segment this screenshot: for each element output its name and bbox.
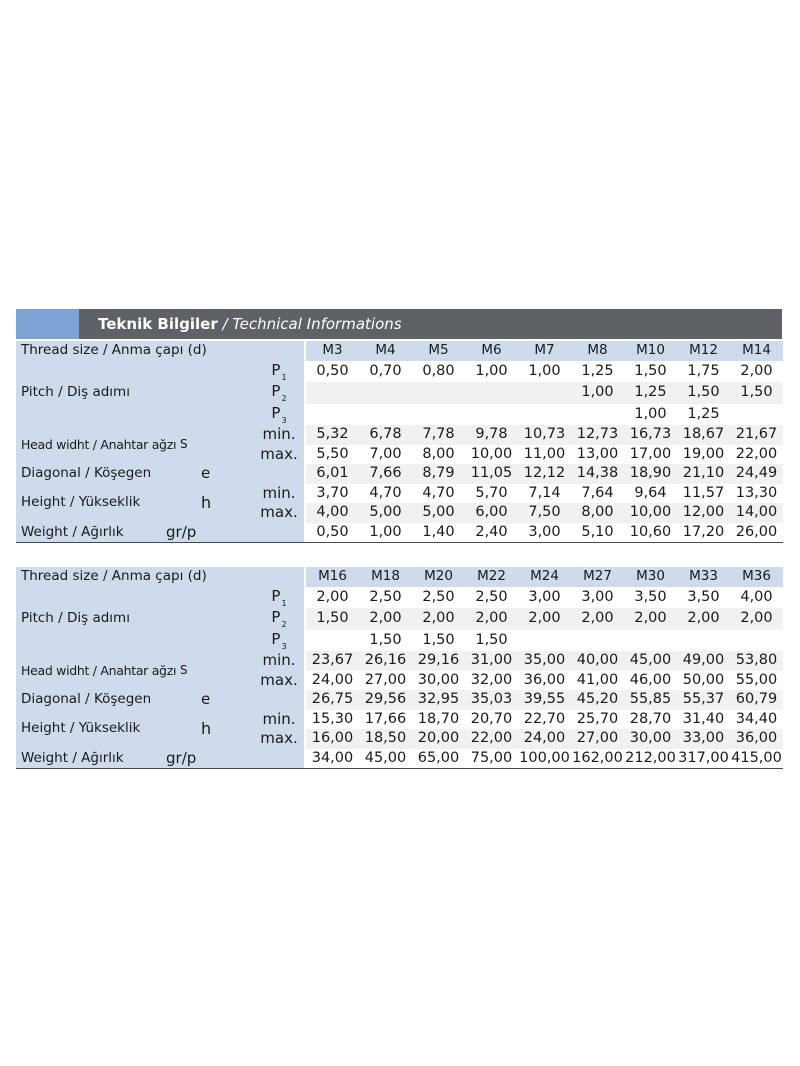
- value-cell: [571, 404, 624, 426]
- pitch-symbol: [254, 587, 304, 609]
- table-row: [16, 484, 783, 504]
- weight-text: Weight / Ağırlık: [21, 523, 124, 540]
- value-cell: 2,00: [624, 608, 677, 630]
- value-cell: 10,00: [624, 503, 677, 523]
- value-cell: 2,40: [465, 523, 518, 543]
- value-cell: 45,00: [359, 749, 412, 769]
- value-cell: 100,00: [518, 749, 571, 769]
- value-cell: 3,00: [528, 588, 561, 605]
- value-cell: 26,00: [730, 523, 783, 543]
- value-cell: 4,70: [422, 484, 455, 501]
- table-row: [16, 361, 783, 383]
- value-cell: 6,78: [359, 425, 412, 445]
- height-symbol: h: [201, 719, 212, 739]
- value-cell: 16,73: [624, 425, 677, 445]
- value-cell: 0,50: [306, 523, 359, 543]
- diagonal-text: Diagonal / Köşegen: [21, 465, 152, 481]
- value-cell: 35,03: [465, 690, 518, 710]
- value-cell: 41,00: [576, 671, 619, 688]
- value-cell: 22,00: [465, 729, 518, 749]
- value-cell: 3,70: [316, 484, 349, 501]
- value-cell: M27: [571, 567, 624, 587]
- value-cell: 30,00: [624, 729, 677, 749]
- title-turkish: Teknik Bilgiler: [98, 315, 218, 333]
- value-cell: M36: [730, 567, 783, 587]
- height-text: Height / Yükseklik: [21, 720, 141, 737]
- value-cell: 4,70: [369, 484, 402, 501]
- value-cell: 4,00: [306, 503, 359, 523]
- value-cell: 7,64: [581, 484, 614, 501]
- p-letter: P: [271, 629, 281, 648]
- value-cell: [677, 630, 730, 652]
- value-cell: 1,50: [634, 362, 667, 379]
- value-cell: 14,38: [571, 464, 624, 484]
- max-label: max.: [254, 729, 304, 749]
- max-label: max.: [254, 445, 304, 465]
- value-cell: 36,00: [730, 729, 783, 749]
- value-cell: 20,70: [470, 710, 513, 727]
- value-cell: 34,00: [306, 749, 359, 769]
- table-row: [16, 710, 783, 730]
- value-cell: 14,00: [730, 503, 783, 523]
- value-cell: 162,00: [571, 749, 624, 769]
- value-cell: 24,00: [518, 729, 571, 749]
- value-cell: 6,00: [465, 503, 518, 523]
- value-cell: [306, 382, 359, 404]
- value-cell: 65,00: [412, 749, 465, 769]
- value-cell: 26,16: [359, 651, 412, 671]
- table-row: [16, 567, 783, 587]
- value-cell: 1,75: [687, 362, 720, 379]
- value-cell: 11,05: [465, 464, 518, 484]
- value-cell: 53,80: [730, 651, 783, 671]
- value-cell: 1,00: [528, 362, 561, 379]
- value-cell: 9,64: [634, 484, 667, 501]
- value-cell: [306, 404, 359, 426]
- value-cell: [412, 382, 465, 404]
- table-row: [16, 749, 783, 769]
- weight-label: [16, 523, 304, 543]
- value-cell: 60,79: [730, 690, 783, 710]
- value-cell: 30,00: [417, 671, 460, 688]
- section-banner: [16, 309, 782, 339]
- value-cell: 3,00: [518, 523, 571, 543]
- value-cell: 7,78: [412, 425, 465, 445]
- height-label: [16, 710, 254, 749]
- value-cell: 10,73: [518, 425, 571, 445]
- value-cell: [518, 404, 571, 426]
- value-cell: 317,00: [677, 749, 730, 769]
- value-cell: 3,50: [634, 588, 667, 605]
- value-cell: [359, 382, 412, 404]
- value-cell: 18,67: [677, 425, 730, 445]
- value-cell: 1,50: [369, 631, 402, 648]
- value-cell: 55,00: [735, 671, 778, 688]
- height-label: [16, 484, 254, 523]
- value-cell: M24: [518, 567, 571, 587]
- value-cell: 31,40: [682, 710, 725, 727]
- value-cell: [359, 404, 412, 426]
- value-cell: 29,56: [359, 690, 412, 710]
- value-cell: 55,85: [624, 690, 677, 710]
- table-row: [16, 341, 783, 361]
- value-cell: M22: [465, 567, 518, 587]
- p1-subscript: 1: [281, 372, 287, 382]
- page-title: [98, 309, 402, 339]
- spec-table-2: [16, 567, 783, 769]
- value-cell: 20,00: [412, 729, 465, 749]
- value-cell: 1,25: [581, 362, 614, 379]
- max-label: max.: [254, 671, 304, 691]
- value-cell: M33: [677, 567, 730, 587]
- p3-subscript: 3: [281, 641, 287, 651]
- value-cell: 3,50: [687, 588, 720, 605]
- value-cell: M16: [306, 567, 359, 587]
- value-cell: 1,50: [730, 382, 783, 404]
- value-cell: 49,00: [677, 651, 730, 671]
- min-label: min.: [254, 710, 304, 730]
- value-cell: 2,50: [422, 588, 455, 605]
- p1-subscript: 1: [281, 598, 287, 608]
- head-width-label: [16, 651, 254, 690]
- min-label: min.: [254, 484, 304, 504]
- value-cell: 1,25: [624, 382, 677, 404]
- table-row: [16, 651, 783, 671]
- value-cell: 1,50: [306, 608, 359, 630]
- value-cell: 26,75: [306, 690, 359, 710]
- value-cell: 18,90: [624, 464, 677, 484]
- value-cell: 12,12: [518, 464, 571, 484]
- p-letter: P: [271, 608, 281, 626]
- value-cell: 7,00: [369, 445, 402, 462]
- value-cell: 33,00: [677, 729, 730, 749]
- value-cell: 2,00: [740, 362, 773, 379]
- p-letter: P: [271, 586, 281, 605]
- value-cell: M30: [624, 567, 677, 587]
- diagonal-label: [16, 464, 304, 484]
- value-cell: 29,16: [412, 651, 465, 671]
- value-cell: 21,10: [677, 464, 730, 484]
- value-cell: 5,70: [475, 484, 508, 501]
- value-cell: 34,40: [735, 710, 778, 727]
- value-cell: [518, 382, 571, 404]
- value-cell: 3,00: [581, 588, 614, 605]
- value-cell: 8,00: [571, 503, 624, 523]
- value-cell: [465, 382, 518, 404]
- value-cell: 28,70: [629, 710, 672, 727]
- banner-accent-swatch: [16, 309, 79, 339]
- value-cell: M14: [730, 341, 783, 361]
- value-cell: 22,70: [523, 710, 566, 727]
- value-cell: 5,00: [412, 503, 465, 523]
- value-cell: 12,73: [571, 425, 624, 445]
- value-cell: M8: [571, 341, 624, 361]
- title-english: / Technical Informations: [222, 315, 402, 333]
- value-cell: 45,00: [624, 651, 677, 671]
- head-width-text: Head widht / Anahtar ağzı: [21, 436, 177, 452]
- value-cell: [730, 630, 783, 652]
- value-cell: 19,00: [682, 445, 725, 462]
- pitch-symbol: [254, 361, 304, 383]
- value-cell: 1,50: [677, 382, 730, 404]
- value-cell: 22,00: [735, 445, 778, 462]
- value-cell: 46,00: [629, 671, 672, 688]
- value-cell: 12,00: [677, 503, 730, 523]
- value-cell: 2,00: [412, 608, 465, 630]
- value-cell: 212,00: [624, 749, 677, 769]
- value-cell: M6: [465, 341, 518, 361]
- value-cell: 8,79: [412, 464, 465, 484]
- value-cell: 7,50: [518, 503, 571, 523]
- p2-subscript: 2: [281, 394, 287, 403]
- value-cell: 8,00: [422, 445, 455, 462]
- diagonal-text: Diagonal / Köşegen: [21, 691, 152, 707]
- value-cell: 1,25: [687, 405, 720, 422]
- value-cell: 7,66: [359, 464, 412, 484]
- value-cell: 32,95: [412, 690, 465, 710]
- value-cell: 9,78: [465, 425, 518, 445]
- value-cell: [412, 404, 465, 426]
- value-cell: 7,14: [528, 484, 561, 501]
- value-cell: 1,00: [475, 362, 508, 379]
- p-letter: P: [271, 360, 281, 379]
- value-cell: 45,20: [571, 690, 624, 710]
- thread-size-label: Thread size / Anma çapı (d): [16, 567, 304, 587]
- value-cell: M10: [624, 341, 677, 361]
- height-text: Height / Yükseklik: [21, 494, 141, 511]
- diagonal-symbol: e: [201, 464, 211, 482]
- pitch-symbol: [254, 608, 304, 630]
- value-cell: M18: [359, 567, 412, 587]
- p2-subscript: 2: [281, 620, 287, 629]
- value-cell: 2,00: [677, 608, 730, 630]
- value-cell: 39,55: [518, 690, 571, 710]
- value-cell: 1,50: [422, 631, 455, 648]
- value-cell: [730, 404, 783, 426]
- value-cell: 2,00: [465, 608, 518, 630]
- value-cell: [518, 630, 571, 652]
- value-cell: 31,00: [465, 651, 518, 671]
- table-row: [16, 425, 783, 445]
- pitch-label: Pitch / Diş adımı: [16, 361, 254, 426]
- value-cell: [465, 404, 518, 426]
- diagonal-symbol: e: [201, 690, 211, 708]
- value-cell: 6,01: [306, 464, 359, 484]
- value-cell: 27,00: [571, 729, 624, 749]
- head-width-text: Head widht / Anahtar ağzı: [21, 662, 177, 678]
- weight-unit: gr/p: [166, 522, 197, 541]
- value-cell: 0,50: [316, 362, 349, 379]
- value-cell: M3: [306, 341, 359, 361]
- value-cell: 36,00: [523, 671, 566, 688]
- value-cell: 16,00: [306, 729, 359, 749]
- value-cell: 18,50: [359, 729, 412, 749]
- pitch-symbol: [254, 630, 304, 652]
- weight-unit: gr/p: [166, 748, 197, 767]
- min-label: min.: [254, 651, 304, 671]
- p-letter: P: [271, 382, 281, 400]
- table-row: [16, 464, 783, 484]
- value-cell: M20: [412, 567, 465, 587]
- value-cell: 15,30: [311, 710, 354, 727]
- value-cell: M7: [518, 341, 571, 361]
- value-cell: M4: [359, 341, 412, 361]
- head-width-symbol: S: [180, 662, 188, 677]
- diagonal-label: [16, 690, 304, 710]
- value-cell: 2,00: [359, 608, 412, 630]
- table-row: [16, 523, 783, 543]
- p-letter: P: [271, 403, 281, 422]
- pitch-symbol: [254, 382, 304, 404]
- value-cell: 50,00: [682, 671, 725, 688]
- value-cell: 23,67: [306, 651, 359, 671]
- value-cell: 1,40: [412, 523, 465, 543]
- value-cell: 1,00: [571, 382, 624, 404]
- value-cell: M12: [677, 341, 730, 361]
- value-cell: 1,00: [634, 405, 667, 422]
- value-cell: 2,00: [571, 608, 624, 630]
- value-cell: 4,00: [740, 588, 773, 605]
- value-cell: 24,49: [730, 464, 783, 484]
- value-cell: [624, 630, 677, 652]
- value-cell: M5: [412, 341, 465, 361]
- value-cell: 35,00: [518, 651, 571, 671]
- value-cell: 5,10: [571, 523, 624, 543]
- value-cell: 17,66: [364, 710, 407, 727]
- value-cell: 5,00: [359, 503, 412, 523]
- value-cell: 2,00: [316, 588, 349, 605]
- pitch-label: Pitch / Diş adımı: [16, 587, 254, 652]
- table-row: [16, 587, 783, 609]
- value-cell: 40,00: [571, 651, 624, 671]
- value-cell: 10,00: [470, 445, 513, 462]
- value-cell: 27,00: [364, 671, 407, 688]
- value-cell: 13,30: [735, 484, 778, 501]
- value-cell: 415,00: [730, 749, 783, 769]
- value-cell: [306, 630, 359, 652]
- value-cell: 0,80: [422, 362, 455, 379]
- value-cell: 2,00: [518, 608, 571, 630]
- value-cell: [571, 630, 624, 652]
- spec-table-1: [16, 341, 783, 543]
- value-cell: 75,00: [465, 749, 518, 769]
- value-cell: 2,50: [369, 588, 402, 605]
- value-cell: 1,00: [359, 523, 412, 543]
- min-label: min.: [254, 425, 304, 445]
- value-cell: 0,70: [369, 362, 402, 379]
- value-cell: 2,50: [475, 588, 508, 605]
- thread-size-label: Thread size / Anma çapı (d): [16, 341, 304, 361]
- value-cell: 11,00: [523, 445, 566, 462]
- value-cell: 1,50: [475, 631, 508, 648]
- head-width-label: [16, 425, 254, 464]
- height-symbol: h: [201, 493, 212, 513]
- table-row: [16, 690, 783, 710]
- value-cell: 24,00: [311, 671, 354, 688]
- weight-label: [16, 749, 304, 769]
- value-cell: 21,67: [730, 425, 783, 445]
- pitch-symbol: [254, 404, 304, 426]
- p3-subscript: 3: [281, 415, 287, 425]
- value-cell: 32,00: [470, 671, 513, 688]
- value-cell: 25,70: [576, 710, 619, 727]
- weight-text: Weight / Ağırlık: [21, 749, 124, 766]
- value-cell: 55,37: [677, 690, 730, 710]
- value-cell: 18,70: [417, 710, 460, 727]
- value-cell: 2,00: [730, 608, 783, 630]
- value-cell: 17,20: [677, 523, 730, 543]
- head-width-symbol: S: [180, 436, 188, 451]
- value-cell: 17,00: [629, 445, 672, 462]
- max-label: max.: [254, 503, 304, 523]
- value-cell: 5,50: [316, 445, 349, 462]
- value-cell: 5,32: [306, 425, 359, 445]
- value-cell: 13,00: [576, 445, 619, 462]
- value-cell: 10,60: [624, 523, 677, 543]
- value-cell: 11,57: [682, 484, 725, 501]
